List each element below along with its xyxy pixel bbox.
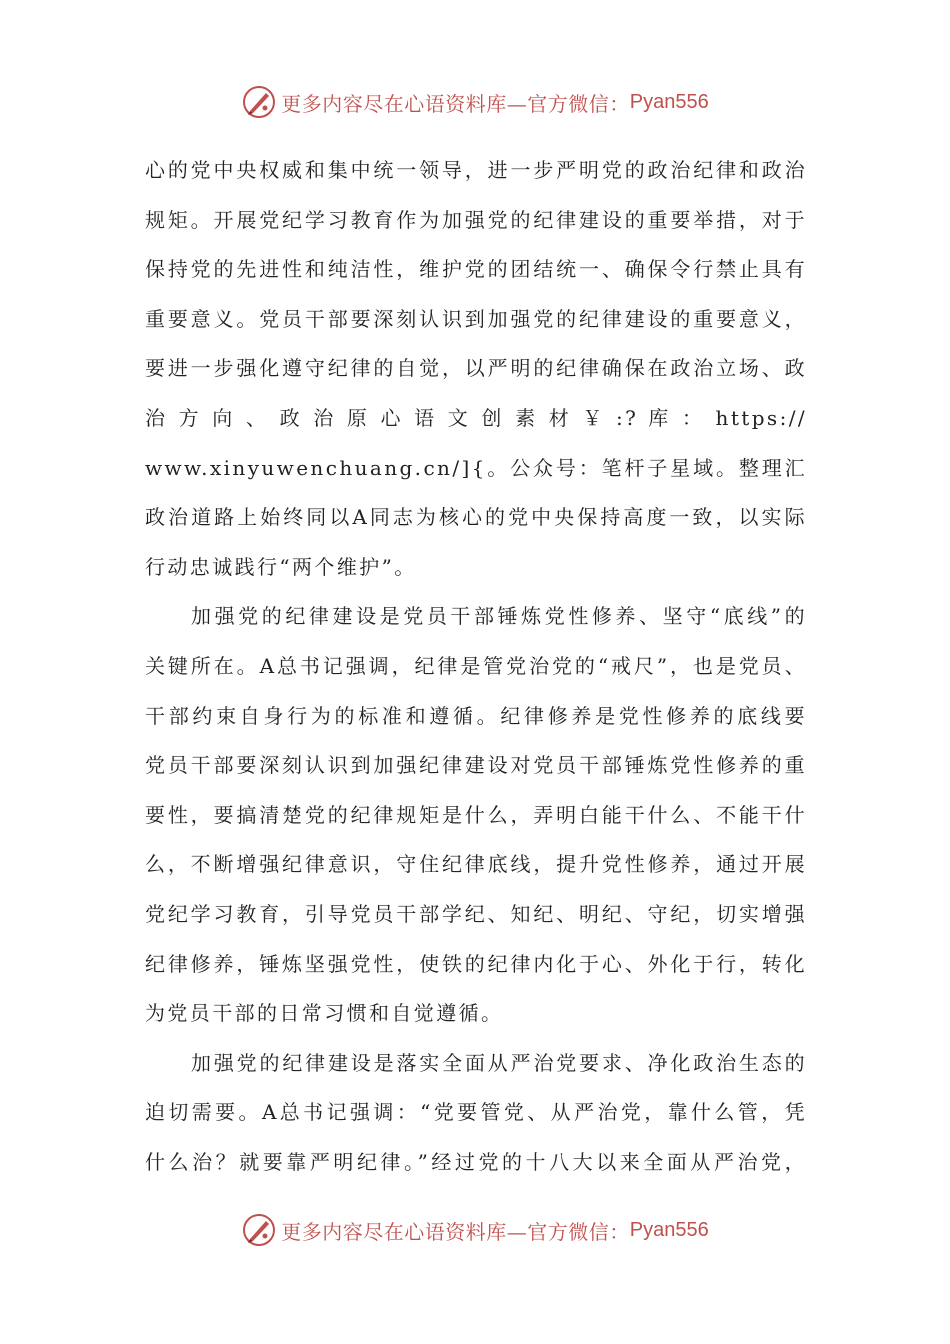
text-line-4: 重要意义。党员干部要深刻认识到加强党的纪律建设的重要意义， <box>145 306 807 331</box>
text-line-5: 要进一步强化遵守纪律的自觉，以严明的纪律确保在政治立场、政 <box>145 356 807 381</box>
paragraph-2-line-1: 加强党的纪律建设是党员干部锤炼党性修养、坚守“底线”的 <box>191 604 807 629</box>
text-line-20: 迫切需要。A总书记强调：“党要管党、从严治党，靠什么管，凭 <box>145 1100 807 1125</box>
text-line-16: 党纪学习教育，引导党员干部学纪、知纪、明纪、守纪，切实增强 <box>145 901 807 926</box>
text-line-7: www.xinyuwenchuang.cn/]{。公众号：笔杆子星域。整理汇 <box>145 455 807 480</box>
text-line-2: 规矩。开展党纪学习教育作为加强党的纪律建设的重要举措，对于 <box>145 207 807 232</box>
footer-banner <box>0 1210 950 1250</box>
header-banner-wechat-id: Pyan556 <box>629 90 709 113</box>
text-line-13: 党员干部要深刻认识到加强纪律建设对党员干部锤炼党性修养的重 <box>145 753 807 778</box>
text-line-14: 要性，要搞清楚党的纪律规矩是什么，弄明白能干什么、不能干什 <box>145 802 807 827</box>
text-line-11: 关键所在。A总书记强调，纪律是管党治党的“戒尺”，也是党员、 <box>145 653 807 678</box>
header-banner-text: 更多内容尽在心语资料库—官方微信： <box>281 91 630 116</box>
pen-logo-icon <box>241 1212 277 1248</box>
footer-banner-wechat-id: Pyan556 <box>629 1218 709 1241</box>
text-line-21: 什么治？就要靠严明纪律。”经过党的十八大以来全面从严治党， <box>145 1149 807 1174</box>
text-line-17: 纪律修养，锤炼坚强党性，使铁的纪律内化于心、外化于行，转化 <box>145 951 807 976</box>
footer-banner-text: 更多内容尽在心语资料库—官方微信： <box>281 1219 630 1244</box>
text-line-3: 保持党的先进性和纯洁性，维护党的团结统一、确保令行禁止具有 <box>145 257 807 282</box>
text-line-9: 行动忠诚践行“两个维护”。 <box>145 554 417 579</box>
text-line-15: 么，不断增强纪律意识，守住纪律底线，提升党性修养，通过开展 <box>145 852 807 877</box>
text-line-8: 政治道路上始终同以A同志为核心的党中央保持高度一致，以实际 <box>145 505 807 530</box>
header-banner <box>0 82 950 122</box>
text-line-12: 干部约束自身行为的标准和遵循。纪律修养是党性修养的底线要 <box>145 703 807 728</box>
text-line-6: 治 方 向 、 政 治 原 心 语 文 创 素 材 ￥ :? 库 ： https:// <box>145 405 807 430</box>
document-body <box>145 146 807 1187</box>
paragraph-3-line-1: 加强党的纪律建设是落实全面从严治党要求、净化政治生态的 <box>191 1050 807 1075</box>
text-line-1: 心的党中央权威和集中统一领导，进一步严明党的政治纪律和政治 <box>145 158 807 182</box>
text-line-18: 为党员干部的日常习惯和自觉遵循。 <box>145 1001 504 1026</box>
pen-logo-icon <box>241 84 277 120</box>
